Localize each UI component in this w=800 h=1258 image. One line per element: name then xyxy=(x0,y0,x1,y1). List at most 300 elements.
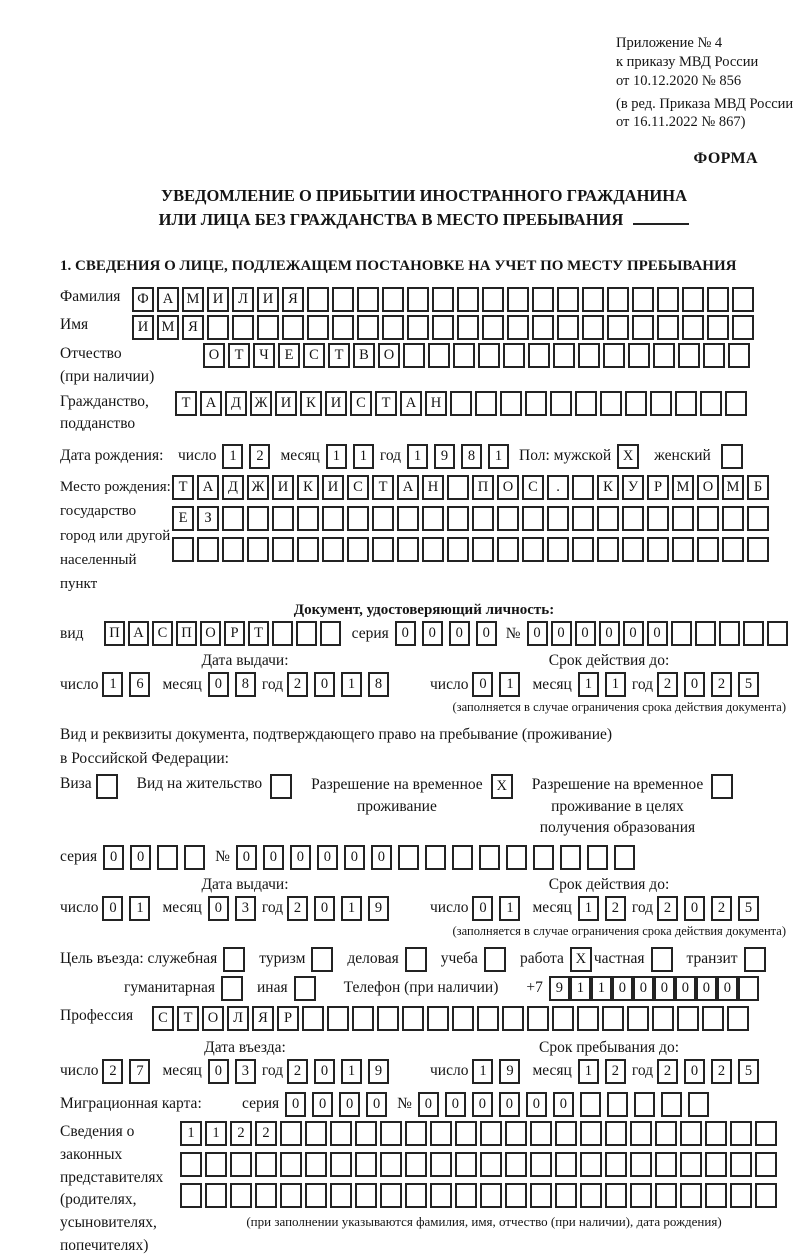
form-cell[interactable] xyxy=(272,506,294,531)
form-cell[interactable] xyxy=(605,1121,627,1146)
form-cell[interactable] xyxy=(247,537,269,562)
form-cell[interactable] xyxy=(695,621,716,646)
form-cell[interactable] xyxy=(553,343,575,368)
form-cell[interactable] xyxy=(528,343,550,368)
form-cell[interactable]: М xyxy=(157,315,179,340)
form-cell[interactable] xyxy=(677,1006,699,1031)
form-cell[interactable] xyxy=(552,1006,574,1031)
form-cell[interactable]: 0 xyxy=(344,845,365,870)
form-cell[interactable] xyxy=(727,1006,749,1031)
form-cell[interactable] xyxy=(357,315,379,340)
form-cell[interactable]: 5 xyxy=(738,1059,759,1084)
form-cell[interactable] xyxy=(744,947,766,972)
form-cell[interactable]: 1 xyxy=(472,1059,493,1084)
form-cell[interactable] xyxy=(722,537,744,562)
form-cell[interactable] xyxy=(728,343,750,368)
form-cell[interactable] xyxy=(402,1006,424,1031)
form-cell[interactable] xyxy=(505,1152,527,1177)
form-cell[interactable]: 0 xyxy=(314,1059,335,1084)
form-cell[interactable]: 5 xyxy=(738,672,759,697)
form-cell[interactable]: 5 xyxy=(738,896,759,921)
form-cell[interactable] xyxy=(651,947,673,972)
form-cell[interactable]: 1 xyxy=(205,1121,227,1146)
form-cell[interactable] xyxy=(372,506,394,531)
form-cell[interactable] xyxy=(614,845,635,870)
form-cell[interactable] xyxy=(680,1152,702,1177)
form-cell[interactable]: 0 xyxy=(633,976,654,1001)
form-cell[interactable] xyxy=(382,315,404,340)
form-cell[interactable] xyxy=(180,1152,202,1177)
form-cell[interactable] xyxy=(738,976,759,1001)
form-cell[interactable]: Т xyxy=(372,475,394,500)
form-cell[interactable] xyxy=(502,1006,524,1031)
form-cell[interactable] xyxy=(280,1152,302,1177)
form-cell[interactable] xyxy=(730,1183,752,1208)
form-cell[interactable] xyxy=(572,537,594,562)
form-cell[interactable] xyxy=(380,1152,402,1177)
form-cell[interactable] xyxy=(405,1121,427,1146)
form-cell[interactable] xyxy=(655,1183,677,1208)
form-cell[interactable]: 8 xyxy=(368,672,389,697)
form-cell[interactable]: 9 xyxy=(368,896,389,921)
form-cell[interactable]: И xyxy=(325,391,347,416)
form-cell[interactable] xyxy=(547,537,569,562)
form-cell[interactable]: . xyxy=(547,475,569,500)
form-cell[interactable]: X xyxy=(491,774,513,799)
form-cell[interactable] xyxy=(305,1121,327,1146)
form-cell[interactable]: О xyxy=(378,343,400,368)
form-cell[interactable]: И xyxy=(132,315,154,340)
form-cell[interactable]: И xyxy=(207,287,229,312)
form-cell[interactable] xyxy=(472,506,494,531)
form-cell[interactable] xyxy=(730,1152,752,1177)
form-cell[interactable]: Е xyxy=(278,343,300,368)
form-cell[interactable]: 0 xyxy=(317,845,338,870)
form-cell[interactable] xyxy=(522,537,544,562)
form-cell[interactable] xyxy=(425,845,446,870)
form-cell[interactable] xyxy=(223,947,245,972)
form-cell[interactable]: Т xyxy=(328,343,350,368)
form-cell[interactable] xyxy=(447,537,469,562)
form-cell[interactable]: 0 xyxy=(449,621,470,646)
form-cell[interactable] xyxy=(157,845,178,870)
form-cell[interactable] xyxy=(307,315,329,340)
form-cell[interactable] xyxy=(678,343,700,368)
form-cell[interactable] xyxy=(482,315,504,340)
form-cell[interactable]: Т xyxy=(248,621,269,646)
form-cell[interactable] xyxy=(257,315,279,340)
form-cell[interactable]: Т xyxy=(228,343,250,368)
form-cell[interactable]: 1 xyxy=(341,1059,362,1084)
form-cell[interactable]: 0 xyxy=(599,621,620,646)
form-cell[interactable]: Т xyxy=(375,391,397,416)
form-cell[interactable] xyxy=(747,537,769,562)
form-cell[interactable] xyxy=(722,506,744,531)
form-cell[interactable]: 9 xyxy=(434,444,455,469)
form-cell[interactable] xyxy=(622,537,644,562)
form-cell[interactable]: 8 xyxy=(235,672,256,697)
form-cell[interactable]: 0 xyxy=(418,1092,439,1117)
form-cell[interactable] xyxy=(96,774,118,799)
form-cell[interactable]: С xyxy=(303,343,325,368)
form-cell[interactable] xyxy=(372,537,394,562)
form-cell[interactable]: 0 xyxy=(208,896,229,921)
form-cell[interactable] xyxy=(472,537,494,562)
form-cell[interactable]: 0 xyxy=(499,1092,520,1117)
form-cell[interactable] xyxy=(482,287,504,312)
form-cell[interactable]: С xyxy=(152,621,173,646)
form-cell[interactable] xyxy=(382,287,404,312)
form-cell[interactable] xyxy=(230,1183,252,1208)
form-cell[interactable]: 0 xyxy=(314,896,335,921)
form-cell[interactable]: 3 xyxy=(235,1059,256,1084)
form-cell[interactable]: Т xyxy=(175,391,197,416)
form-cell[interactable] xyxy=(532,287,554,312)
form-cell[interactable] xyxy=(305,1152,327,1177)
form-cell[interactable]: 0 xyxy=(675,976,696,1001)
form-cell[interactable] xyxy=(550,391,572,416)
form-cell[interactable]: 0 xyxy=(553,1092,574,1117)
form-cell[interactable]: X xyxy=(617,444,639,469)
form-cell[interactable]: 6 xyxy=(129,672,150,697)
form-cell[interactable] xyxy=(407,287,429,312)
form-cell[interactable] xyxy=(197,537,219,562)
form-cell[interactable]: 3 xyxy=(235,896,256,921)
form-cell[interactable]: 1 xyxy=(578,672,599,697)
form-cell[interactable] xyxy=(272,537,294,562)
form-cell[interactable]: Я xyxy=(182,315,204,340)
form-cell[interactable]: З xyxy=(197,506,219,531)
form-cell[interactable]: 7 xyxy=(129,1059,150,1084)
form-cell[interactable] xyxy=(672,537,694,562)
form-cell[interactable] xyxy=(430,1183,452,1208)
form-cell[interactable] xyxy=(572,475,594,500)
form-cell[interactable]: Л xyxy=(232,287,254,312)
form-cell[interactable] xyxy=(255,1152,277,1177)
form-cell[interactable] xyxy=(478,343,500,368)
form-cell[interactable]: С xyxy=(152,1006,174,1031)
form-cell[interactable] xyxy=(422,537,444,562)
form-cell[interactable] xyxy=(507,315,529,340)
form-cell[interactable]: 0 xyxy=(684,1059,705,1084)
form-cell[interactable] xyxy=(322,537,344,562)
form-cell[interactable] xyxy=(332,287,354,312)
form-cell[interactable] xyxy=(427,1006,449,1031)
form-cell[interactable] xyxy=(711,774,733,799)
form-cell[interactable] xyxy=(625,391,647,416)
form-cell[interactable] xyxy=(682,287,704,312)
form-cell[interactable] xyxy=(430,1121,452,1146)
form-cell[interactable] xyxy=(432,315,454,340)
form-cell[interactable] xyxy=(600,391,622,416)
form-cell[interactable]: 9 xyxy=(368,1059,389,1084)
form-cell[interactable] xyxy=(320,621,341,646)
form-cell[interactable] xyxy=(632,315,654,340)
form-cell[interactable] xyxy=(500,391,522,416)
form-cell[interactable] xyxy=(352,1006,374,1031)
form-cell[interactable] xyxy=(180,1183,202,1208)
form-cell[interactable]: 1 xyxy=(222,444,243,469)
form-cell[interactable] xyxy=(697,537,719,562)
form-cell[interactable]: В xyxy=(353,343,375,368)
form-cell[interactable]: 0 xyxy=(208,672,229,697)
form-cell[interactable] xyxy=(532,315,554,340)
form-cell[interactable]: У xyxy=(622,475,644,500)
form-cell[interactable] xyxy=(580,1092,601,1117)
form-cell[interactable] xyxy=(255,1183,277,1208)
form-cell[interactable] xyxy=(507,287,529,312)
form-cell[interactable] xyxy=(675,391,697,416)
form-cell[interactable] xyxy=(397,506,419,531)
form-cell[interactable]: Л xyxy=(227,1006,249,1031)
form-cell[interactable] xyxy=(607,315,629,340)
form-cell[interactable] xyxy=(432,287,454,312)
form-cell[interactable]: О xyxy=(203,343,225,368)
form-cell[interactable]: И xyxy=(257,287,279,312)
form-cell[interactable] xyxy=(630,1183,652,1208)
form-cell[interactable]: 0 xyxy=(696,976,717,1001)
form-cell[interactable] xyxy=(355,1152,377,1177)
form-cell[interactable] xyxy=(530,1152,552,1177)
form-cell[interactable]: М xyxy=(182,287,204,312)
form-cell[interactable]: И xyxy=(275,391,297,416)
form-cell[interactable]: 2 xyxy=(657,896,678,921)
form-cell[interactable] xyxy=(680,1121,702,1146)
form-cell[interactable] xyxy=(655,1121,677,1146)
form-cell[interactable] xyxy=(707,315,729,340)
form-cell[interactable] xyxy=(230,1152,252,1177)
form-cell[interactable]: Р xyxy=(647,475,669,500)
form-cell[interactable]: 0 xyxy=(236,845,257,870)
form-cell[interactable] xyxy=(530,1121,552,1146)
form-cell[interactable]: О xyxy=(200,621,221,646)
form-cell[interactable]: Я xyxy=(282,287,304,312)
form-cell[interactable]: А xyxy=(400,391,422,416)
form-cell[interactable] xyxy=(719,621,740,646)
form-cell[interactable]: 2 xyxy=(657,1059,678,1084)
form-cell[interactable] xyxy=(575,391,597,416)
form-cell[interactable] xyxy=(428,343,450,368)
form-cell[interactable]: 1 xyxy=(578,896,599,921)
form-cell[interactable] xyxy=(205,1183,227,1208)
form-cell[interactable]: П xyxy=(176,621,197,646)
form-cell[interactable]: 0 xyxy=(684,896,705,921)
form-cell[interactable]: М xyxy=(722,475,744,500)
form-cell[interactable]: 0 xyxy=(647,621,668,646)
form-cell[interactable] xyxy=(557,315,579,340)
form-cell[interactable]: К xyxy=(300,391,322,416)
form-cell[interactable]: 0 xyxy=(717,976,738,1001)
form-cell[interactable]: 2 xyxy=(287,1059,308,1084)
form-cell[interactable]: С xyxy=(347,475,369,500)
form-cell[interactable]: И xyxy=(272,475,294,500)
form-cell[interactable]: Ж xyxy=(250,391,272,416)
form-cell[interactable] xyxy=(650,391,672,416)
form-cell[interactable] xyxy=(280,1121,302,1146)
form-cell[interactable] xyxy=(332,315,354,340)
form-cell[interactable]: 0 xyxy=(527,621,548,646)
form-cell[interactable]: И xyxy=(322,475,344,500)
form-cell[interactable]: 0 xyxy=(684,672,705,697)
form-cell[interactable] xyxy=(398,845,419,870)
form-cell[interactable]: Д xyxy=(225,391,247,416)
form-cell[interactable]: 2 xyxy=(287,672,308,697)
form-cell[interactable] xyxy=(555,1183,577,1208)
form-cell[interactable] xyxy=(522,506,544,531)
form-cell[interactable] xyxy=(357,287,379,312)
form-cell[interactable] xyxy=(607,1092,628,1117)
form-cell[interactable] xyxy=(457,315,479,340)
form-cell[interactable] xyxy=(311,947,333,972)
form-cell[interactable] xyxy=(580,1183,602,1208)
form-cell[interactable]: 0 xyxy=(366,1092,387,1117)
form-cell[interactable]: 1 xyxy=(129,896,150,921)
form-cell[interactable] xyxy=(630,1152,652,1177)
form-cell[interactable]: 2 xyxy=(287,896,308,921)
form-cell[interactable] xyxy=(247,506,269,531)
form-cell[interactable] xyxy=(657,315,679,340)
form-cell[interactable] xyxy=(403,343,425,368)
form-cell[interactable] xyxy=(184,845,205,870)
form-cell[interactable] xyxy=(580,1152,602,1177)
form-cell[interactable]: 0 xyxy=(422,621,443,646)
form-cell[interactable] xyxy=(455,1183,477,1208)
form-cell[interactable] xyxy=(607,287,629,312)
form-cell[interactable] xyxy=(702,1006,724,1031)
form-cell[interactable]: А xyxy=(197,475,219,500)
form-cell[interactable] xyxy=(330,1183,352,1208)
form-cell[interactable] xyxy=(732,315,754,340)
form-cell[interactable] xyxy=(405,947,427,972)
form-cell[interactable]: 0 xyxy=(472,896,493,921)
form-cell[interactable] xyxy=(652,1006,674,1031)
form-cell[interactable]: А xyxy=(200,391,222,416)
form-cell[interactable]: 0 xyxy=(102,896,123,921)
form-cell[interactable]: 1 xyxy=(499,672,520,697)
form-cell[interactable] xyxy=(605,1183,627,1208)
form-cell[interactable]: 9 xyxy=(499,1059,520,1084)
form-cell[interactable] xyxy=(480,1183,502,1208)
form-cell[interactable] xyxy=(355,1121,377,1146)
form-cell[interactable]: 0 xyxy=(654,976,675,1001)
form-cell[interactable] xyxy=(547,506,569,531)
form-cell[interactable]: С xyxy=(522,475,544,500)
form-cell[interactable] xyxy=(602,1006,624,1031)
form-cell[interactable]: М xyxy=(672,475,694,500)
form-cell[interactable]: X xyxy=(570,947,592,972)
form-cell[interactable]: 2 xyxy=(711,1059,732,1084)
form-cell[interactable] xyxy=(330,1121,352,1146)
form-cell[interactable] xyxy=(655,1152,677,1177)
form-cell[interactable]: О xyxy=(497,475,519,500)
form-cell[interactable]: Н xyxy=(425,391,447,416)
form-cell[interactable] xyxy=(307,287,329,312)
form-cell[interactable] xyxy=(721,444,743,469)
form-cell[interactable] xyxy=(755,1183,777,1208)
form-cell[interactable]: 8 xyxy=(461,444,482,469)
form-cell[interactable]: 2 xyxy=(249,444,270,469)
form-cell[interactable] xyxy=(725,391,747,416)
form-cell[interactable]: 1 xyxy=(591,976,612,1001)
form-cell[interactable] xyxy=(755,1152,777,1177)
form-cell[interactable]: 0 xyxy=(208,1059,229,1084)
form-cell[interactable] xyxy=(380,1183,402,1208)
form-cell[interactable] xyxy=(533,845,554,870)
form-cell[interactable] xyxy=(657,287,679,312)
form-cell[interactable] xyxy=(705,1121,727,1146)
form-cell[interactable]: Ж xyxy=(247,475,269,500)
form-cell[interactable]: 0 xyxy=(551,621,572,646)
form-cell[interactable]: 0 xyxy=(130,845,151,870)
form-cell[interactable] xyxy=(280,1183,302,1208)
form-cell[interactable]: 0 xyxy=(103,845,124,870)
form-cell[interactable]: 1 xyxy=(180,1121,202,1146)
form-cell[interactable]: 2 xyxy=(605,896,626,921)
form-cell[interactable] xyxy=(397,537,419,562)
form-cell[interactable]: К xyxy=(597,475,619,500)
form-cell[interactable] xyxy=(222,537,244,562)
form-cell[interactable] xyxy=(661,1092,682,1117)
form-cell[interactable] xyxy=(222,506,244,531)
form-cell[interactable]: 1 xyxy=(407,444,428,469)
form-cell[interactable] xyxy=(506,845,527,870)
form-cell[interactable] xyxy=(479,845,500,870)
form-cell[interactable] xyxy=(270,774,292,799)
form-cell[interactable] xyxy=(347,506,369,531)
form-cell[interactable] xyxy=(205,1152,227,1177)
form-cell[interactable] xyxy=(557,287,579,312)
form-cell[interactable]: О xyxy=(697,475,719,500)
form-cell[interactable] xyxy=(587,845,608,870)
form-cell[interactable]: 1 xyxy=(353,444,374,469)
form-cell[interactable] xyxy=(700,391,722,416)
form-cell[interactable]: 2 xyxy=(711,672,732,697)
form-cell[interactable] xyxy=(480,1121,502,1146)
form-cell[interactable] xyxy=(597,506,619,531)
form-cell[interactable]: Д xyxy=(222,475,244,500)
form-cell[interactable] xyxy=(680,1183,702,1208)
form-cell[interactable] xyxy=(705,1152,727,1177)
form-cell[interactable] xyxy=(647,506,669,531)
form-cell[interactable] xyxy=(272,621,293,646)
form-cell[interactable] xyxy=(560,845,581,870)
form-cell[interactable] xyxy=(497,506,519,531)
form-cell[interactable] xyxy=(627,1006,649,1031)
form-cell[interactable]: 1 xyxy=(341,672,362,697)
form-cell[interactable] xyxy=(705,1183,727,1208)
form-cell[interactable]: Е xyxy=(172,506,194,531)
form-cell[interactable]: 0 xyxy=(526,1092,547,1117)
form-cell[interactable] xyxy=(294,976,316,1001)
form-cell[interactable] xyxy=(530,1183,552,1208)
form-cell[interactable] xyxy=(682,315,704,340)
form-cell[interactable]: 0 xyxy=(290,845,311,870)
form-cell[interactable]: П xyxy=(472,475,494,500)
form-cell[interactable] xyxy=(455,1121,477,1146)
form-cell[interactable] xyxy=(302,1006,324,1031)
form-cell[interactable]: 2 xyxy=(605,1059,626,1084)
form-cell[interactable] xyxy=(527,1006,549,1031)
form-cell[interactable]: 1 xyxy=(605,672,626,697)
form-cell[interactable] xyxy=(297,537,319,562)
form-cell[interactable] xyxy=(707,287,729,312)
form-cell[interactable] xyxy=(455,1152,477,1177)
form-cell[interactable]: А xyxy=(397,475,419,500)
form-cell[interactable]: 2 xyxy=(657,672,678,697)
form-cell[interactable]: 0 xyxy=(476,621,497,646)
form-cell[interactable]: П xyxy=(104,621,125,646)
form-cell[interactable]: Я xyxy=(252,1006,274,1031)
